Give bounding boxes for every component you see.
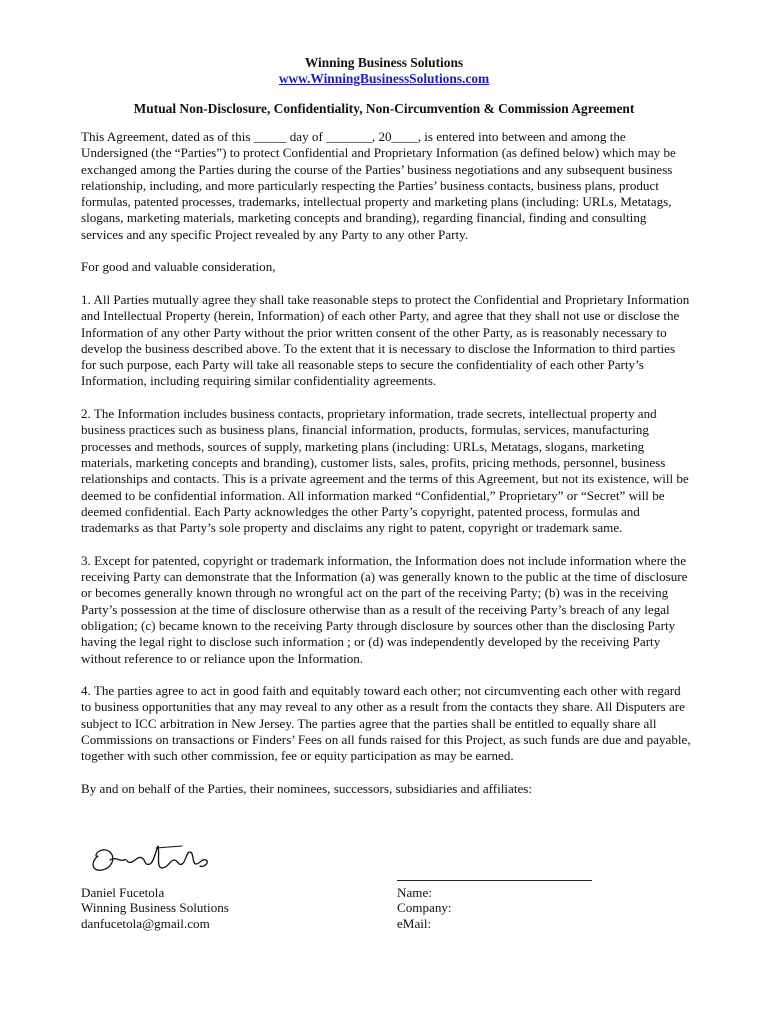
clause-1-paragraph: 1. All Parties mutually agree they shall take reasonable steps to protect the Confidential and Proprietary Information and Intellectual Property (herein, Information) of each other Party, and agree that they shall not use or disclose the Information of any other Party without the prior written consent of the other Party, as is reasonably necessary to develop the business described above. To the extent that it is necessary to disclose the Information to third parties for such purpose, each Party will take all reasonable steps to secure the confidentiality of each other Party’s Information, including requiring similar confidentiality agreements. (81, 291, 690, 389)
intro-paragraph: This Agreement, dated as of this _____ day of _______, 20____, is entered into between and among the Undersigned (the “Parties”) to protect Confidential and Proprietary Information (as defined below) which may be exchanged among the Parties during the course of the Parties’ business negotiations and any subsequent business relationship, including, and more particularly respecting the Parties’ business contacts, business plans, product formulas, patented processes, trademarks, intellectual property and marketing plans (including: URLs, Metatags, slogans, marketing materials, marketing concepts and branding), regarding financial, finding and consulting services and any specific Project revealed by any Party to any other Party. (81, 129, 676, 242)
signatory-name: Daniel Fucetola (81, 885, 165, 900)
signature-line (397, 880, 592, 881)
company-name: Winning Business Solutions (304, 55, 464, 70)
clause-2-paragraph: 2. The Information includes business contacts, proprietary information, trade secrets, intellectual property and business practices such as business plans, financial information, products, formulas, services, manufacturing processes and methods, sources of supply, marketing plans (including: URLs, Metatags, slogans, marketing materials, marketing concepts and branding), customer lists, sales, profits, pricing methods, personnel, business relationships and contacts. This is a private agreement and the terms of this Agreement, but not its existence, will be deemed to be confidential information. All information marked “Confidential,” Proprietary” or “Secret” will be deemed confidential. Each Party acknowledges the other Party’s copyright, patented process, formulas and trademarks as that Party’s sole property and disclaims any right to patent, copyright or trademark same. (81, 406, 689, 536)
right-signatory (397, 885, 452, 931)
name-label: Name: (397, 885, 432, 900)
signatory-company: Winning Business Solutions (81, 900, 229, 916)
document-title: Mutual Non-Disclosure, Confidentiality, Non-Circumvention & Commission Agreement (133, 101, 635, 116)
clause-3-paragraph: 3. Except for patented, copyright or trademark information, the Information does not include information where the receiving Party can demonstrate that the Information (a) was generally known to the public at the time of disclosure or becomes generally known through no wrongful act on the part of the receiving Party; (b) was in the receiving Party’s possession at the time of disclosure otherwise than as a result of the receiving Party’s breach of any legal obligation; (c) became known to the receiving Party through disclosure by sources other than the disclosing Party having the legal right to disclose such information ; or (d) was independently developed by the receiving Party without reference to or reliance upon the Information. (81, 552, 688, 666)
clause-4-paragraph: 4. The parties agree to act in good faith and equitably toward each other; not circumventing each other with regard to business opportunities that any may reveal to any other as a result from the contacts they share. All Disputers are subject to ICC arbitration in New Jersey. The parties agree that the parties shall be entitled to equally share all Commissions on transactions or Finders’ Fees on all funds raised for this Project, as such funds are due and payable, together with such other commission, fee or equity participation as may be earned. (81, 683, 691, 764)
website-link[interactable]: www.WinningBusinessSolutions.com (278, 71, 490, 86)
handwritten-signature (86, 838, 216, 882)
agreement-body (81, 129, 691, 813)
consideration-paragraph: For good and valuable consideration, (81, 259, 276, 275)
closing-paragraph: By and on behalf of the Parties, their nominees, successors, subsidiaries and affiliates: (81, 780, 533, 796)
signatory-email[interactable]: danfucetola@gmail.com (81, 915, 210, 931)
company-label: Company: (397, 900, 452, 916)
email-label: eMail: (397, 915, 432, 931)
left-signatory (81, 885, 229, 931)
